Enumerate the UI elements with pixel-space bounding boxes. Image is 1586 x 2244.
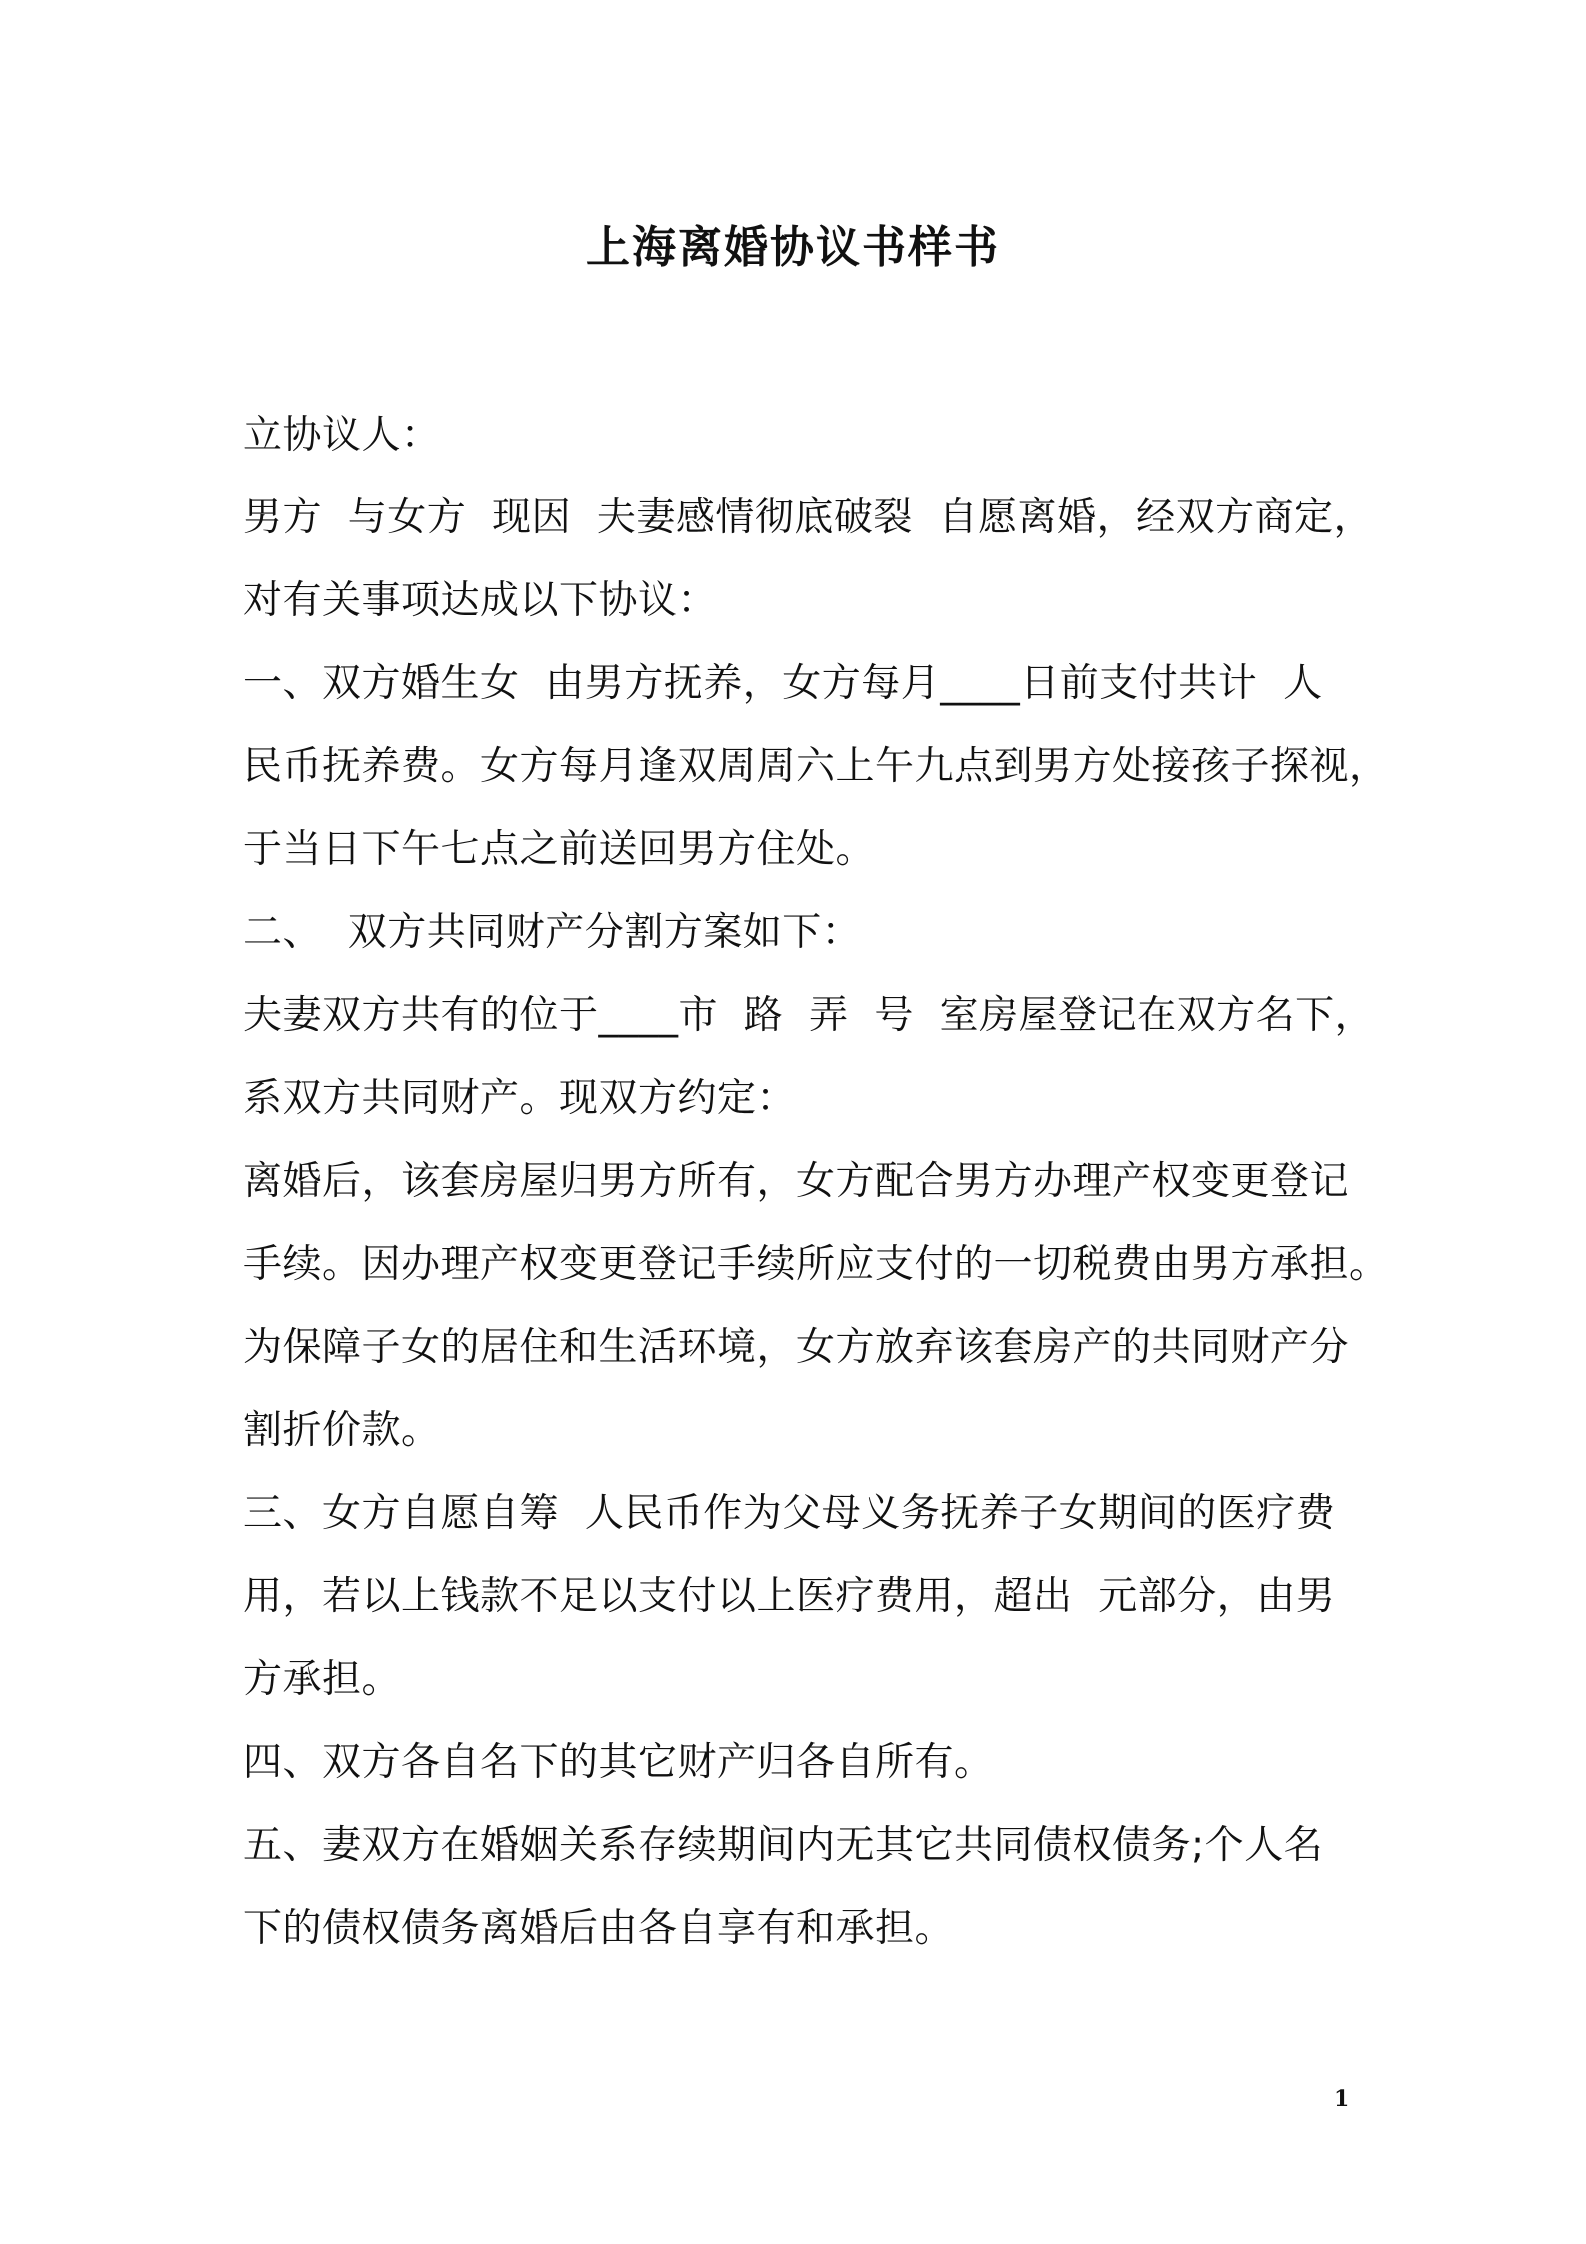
- text-line: 系双方共同财产。现双方约定：: [243, 1076, 797, 1121]
- text-line: 割折价款。: [243, 1408, 441, 1453]
- text-line: 用，若以上钱款不足以支付以上医疗费用，超出 元部分，由男: [243, 1574, 1336, 1619]
- text-line: 手续。因办理产权变更登记手续所应支付的一切税费由男方承担。: [243, 1242, 1389, 1287]
- text-line: 为保障子女的居住和生活环境，女方放弃该套房产的共同财产分: [243, 1325, 1350, 1370]
- page-number: 1: [1334, 2086, 1350, 2112]
- text-line: 离婚后，该套房屋归男方所有，女方配合男方办理产权变更登记: [243, 1159, 1350, 1204]
- text-line: 方承担。: [243, 1657, 402, 1702]
- text-line: 民币抚养费。女方每月逢双周周六上午九点到男方处接孩子探视，: [243, 744, 1389, 789]
- clause-three-line: 三、女方自愿自筹 人民币作为父母义务抚养子女期间的医疗费: [243, 1491, 1336, 1536]
- clause-two-line: 二、 双方共同财产分割方案如下：: [243, 910, 862, 955]
- document-title: 上海离婚协议书样书: [586, 222, 1000, 273]
- clause-four-line: 四、双方各自名下的其它财产归各自所有。: [243, 1740, 994, 1785]
- text-line: 下的债权债务离婚后由各自享有和承担。: [243, 1906, 955, 1951]
- clause-one-line: 一、双方婚生女 由男方抚养，女方每月____日前支付共计 人: [243, 661, 1323, 706]
- clause-five-line: 五、妻双方在婚姻关系存续期间内无其它共同债权债务;个人名: [243, 1823, 1324, 1868]
- text-line: 夫妻双方共有的位于____市 路 弄 号 室房屋登记在双方名下，: [243, 993, 1375, 1038]
- text-line: 男方 与女方 现因 夫妻感情彻底破裂 自愿离婚，经双方商定，: [243, 495, 1374, 540]
- text-line: 对有关事项达成以下协议：: [243, 578, 718, 623]
- text-line: 于当日下午七点之前送回男方住处。: [243, 827, 876, 872]
- text-line-parties: 立协议人：: [243, 413, 441, 458]
